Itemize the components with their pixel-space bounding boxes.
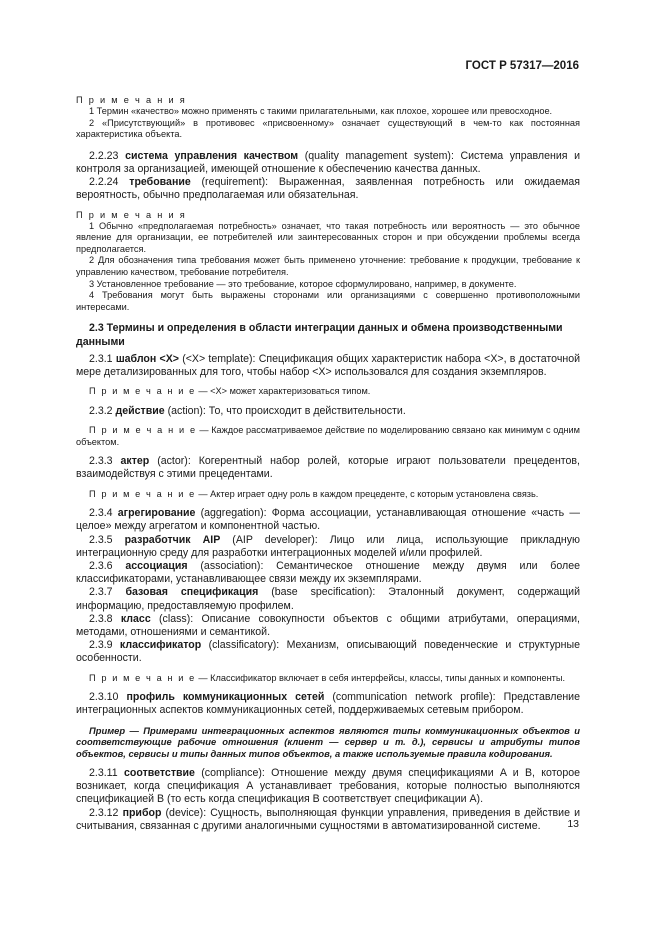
note-item: 2 «Присутствующий» в противовес «присвоенному» означает существующий в чем-то как постоянная характеристика объекта. [76,117,580,140]
note-2-3-3: П р и м е ч а н и е — Актер играет одну роль в каждом прецеденте, с которым установлена связь. [89,488,539,499]
term-2-3-12: 2.3.12 прибор (device): Сущность, выполняющая функции управления, приведения в действие и считывания, связанная с другими аналогичными сущностями в автоматизированной системе. [76,806,580,832]
notes-label: П р и м е ч а н и я [76,95,187,105]
note-2-3-2: П р и м е ч а н и е — Каждое рассматриваемое действие по моделированию связано как минимум с одним объектом. [76,424,580,447]
note-item: 3 Установленное требование — это требование, которое сформулировано, например, в документе. [89,278,517,289]
example-block: Пример — Примерами интеграционных аспектов являются типы коммуникационных объектов и соответствующие рабочие отношения (клиент — сервер и т. д.), сервисы и атрибуты типов объектов, сервисы и типы данных типов объектов, а также используемые правила кодирования. [76,724,580,760]
section-heading-2-3: 2.3 Термины и определения в области интеграции данных и обмена производственными данными [76,322,563,348]
note-2-3-1: П р и м е ч а н и е — <X> может характеризоваться типом. [89,386,371,397]
term-2-2-24: 2.2.24 требование (requirement): Выраженная, заявленная потребность или ожидаемая вероятность, обычно предполагаемая или обязательная. [76,176,580,202]
term-2-3-4: 2.3.4 агрегирование (aggregation): Форма ассоциации, устанавливающая отношение «часть — целое» между агрегатом и компонентной частью. [76,507,580,533]
term-2-3-5: 2.3.5 разработчик AIP (AIP developer): Лицо или лица, использующие прикладную интеграционную среду для разработки интеграционных моделей и/или профилей. [76,533,580,559]
term-2-3-7: 2.3.7 базовая спецификация (base specification): Эталонный документ, содержащий информацию, предоставляемую профилем. [76,586,580,612]
notes-label: П р и м е ч а н и я [76,209,187,220]
term-2-3-2: 2.3.2 действие (action): То, что происходит в действительности. [89,404,406,417]
term-2-3-1: 2.3.1 шаблон <X> (<X> template): Спецификация общих характеристик набора <X>, в достаточной мере детализированных для того, чтобы набор <X> использовался для создания экземпляров. [76,352,580,378]
term-2-3-3: 2.3.3 актер (actor): Когерентный набор ролей, которые играют пользователи прецедентов, взаимодействуя с этими прецедентами. [76,455,580,481]
term-2-3-11: 2.3.11 соответствие (compliance): Отношение между двумя спецификациями A и B, которое возникает, когда спецификация A устанавливает требования, которые полностью выполняются спецификацией B (то есть когда спецификация B соответствует спецификации A). [76,766,580,806]
term-2-3-6: 2.3.6 ассоциация (association): Семантическое отношение между двумя или более классификаторами, устанавливающее связи между их экземплярами. [76,559,580,586]
page-number: 13 [567,818,579,830]
term-2-2-23: 2.2.23 система управления качеством (quality management system): Система управления и контроля за организацией, имеющей отношение к обеспечению качества данных. [76,149,581,175]
term-2-3-10: 2.3.10 профиль коммуникационных сетей (communication network profile): Представление интеграционных аспектов коммуникационных сетей, поддерживаемых сетевым прибором. [76,691,580,717]
document-id-header: ГОСТ Р 57317—2016 [465,60,579,72]
note-item: 4 Требования могут быть выражены сторонами или организациями с совершенно противоположными интересами. [76,290,580,312]
term-2-3-9: 2.3.9 классификатор (classificatory): Механизм, описывающий поведенческие и структурные особенности. [76,639,580,665]
note-item: 2 Для обозначения типа требования может быть применено уточнение: требование к продукции, требование к управлению качеством, требование потребителя. [76,255,580,277]
page-content [76,95,580,833]
note-item: 1 Термин «качество» можно применять с такими прилагательными, как плохое, хорошее или превосходное. [89,106,553,116]
note-2-3-9: П р и м е ч а н и е — Классификатор включает в себя интерфейсы, классы, типы данных и компоненты. [89,672,566,683]
term-2-3-8: 2.3.8 класс (class): Описание совокупности объектов с общими атрибутами, операциями, методами, отношениями и семантикой. [76,612,580,638]
note-item: 1 Обычно «предполагаемая потребность» означает, что такая потребность или вероятность — это обычное явление для организации, ее потребителей или заинтересованных сторон и при обсуждении проблемы всегда предполагается. [76,220,580,254]
